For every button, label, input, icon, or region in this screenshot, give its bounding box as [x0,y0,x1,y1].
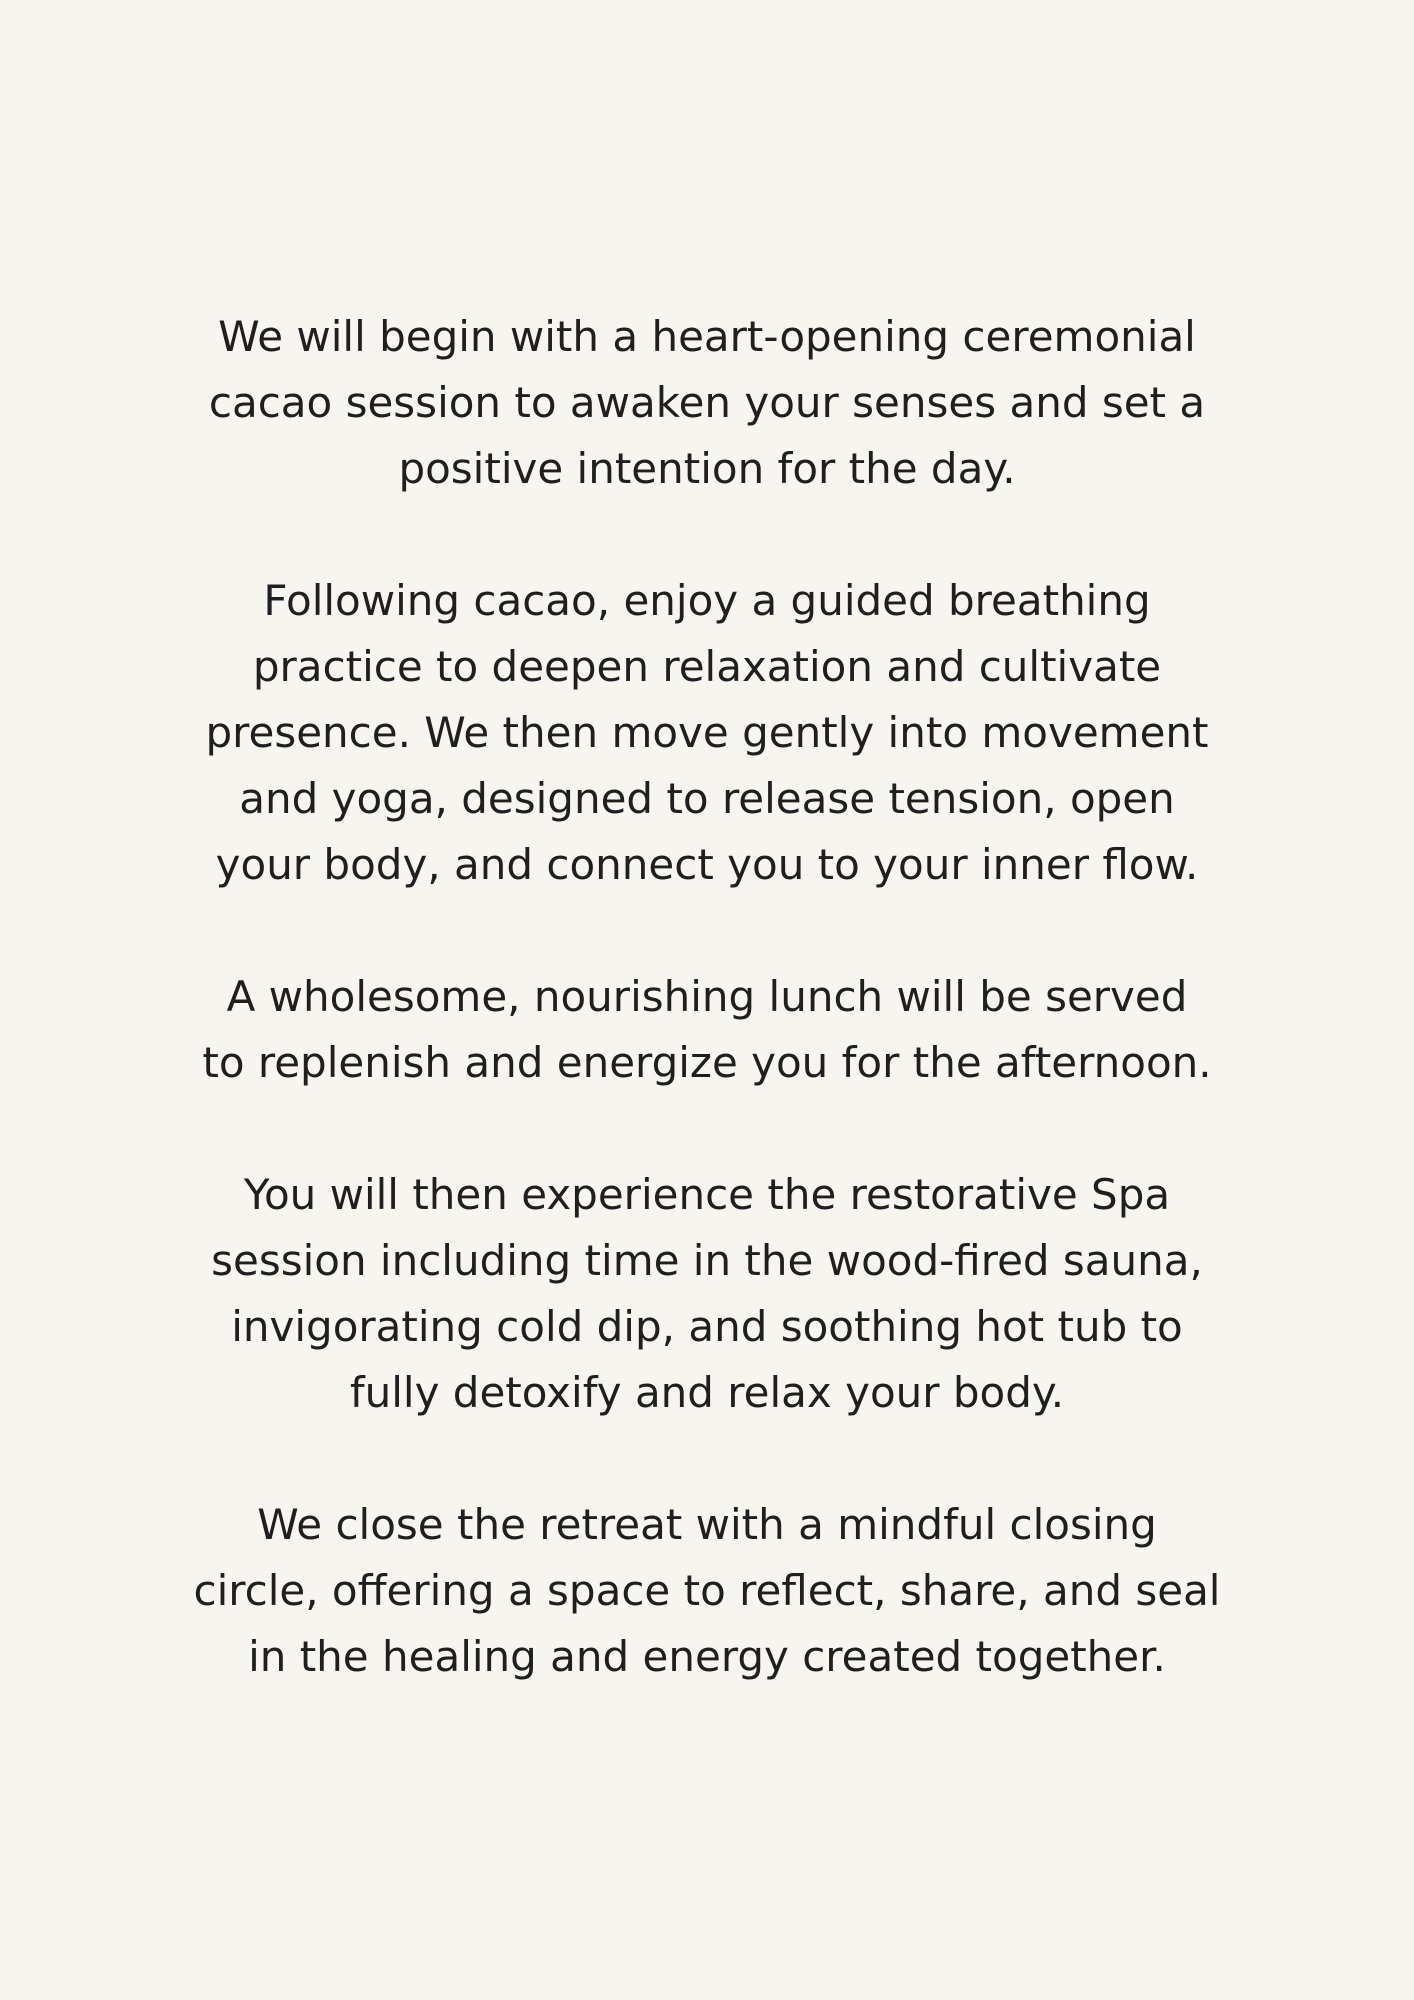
text-line: You will then experience the restorative Spa [243,1170,1171,1219]
text-line: your body, and connect you to your inner flow. [215,840,1199,889]
text-line: invigorating cold dip, and soothing hot tub to [231,1302,1183,1351]
paragraph-breathing-yoga [140,568,1274,898]
text-line: A wholesome, nourishing lunch will be served [226,972,1188,1021]
paragraph-spa [140,1162,1274,1426]
text-line: and yoga, designed to release tension, open [239,774,1175,823]
text-line: in the healing and energy created together. [248,1632,1166,1681]
text-line: circle, offering a space to reflect, share, and seal [193,1566,1221,1615]
text-line: session including time in the wood-fired sauna, [211,1236,1203,1285]
paragraph-closing-circle [140,1492,1274,1690]
text-line: to replenish and energize you for the afternoon. [202,1038,1212,1087]
text-line: fully detoxify and relax your body. [349,1368,1065,1417]
text-line: positive intention for the day. [398,444,1016,493]
text-line: cacao session to awaken your senses and set a [208,378,1206,427]
text-line: practice to deepen relaxation and cultivate [252,642,1162,691]
paragraph-lunch [140,964,1274,1096]
text-line: presence. We then move gently into movement [205,708,1209,757]
text-line: We will begin with a heart-opening ceremonial [218,312,1196,361]
paragraph-cacao [140,304,1274,502]
text-line: We close the retreat with a mindful closing [257,1500,1157,1549]
retreat-description [140,304,1274,1690]
text-line: Following cacao, enjoy a guided breathing [263,576,1151,625]
